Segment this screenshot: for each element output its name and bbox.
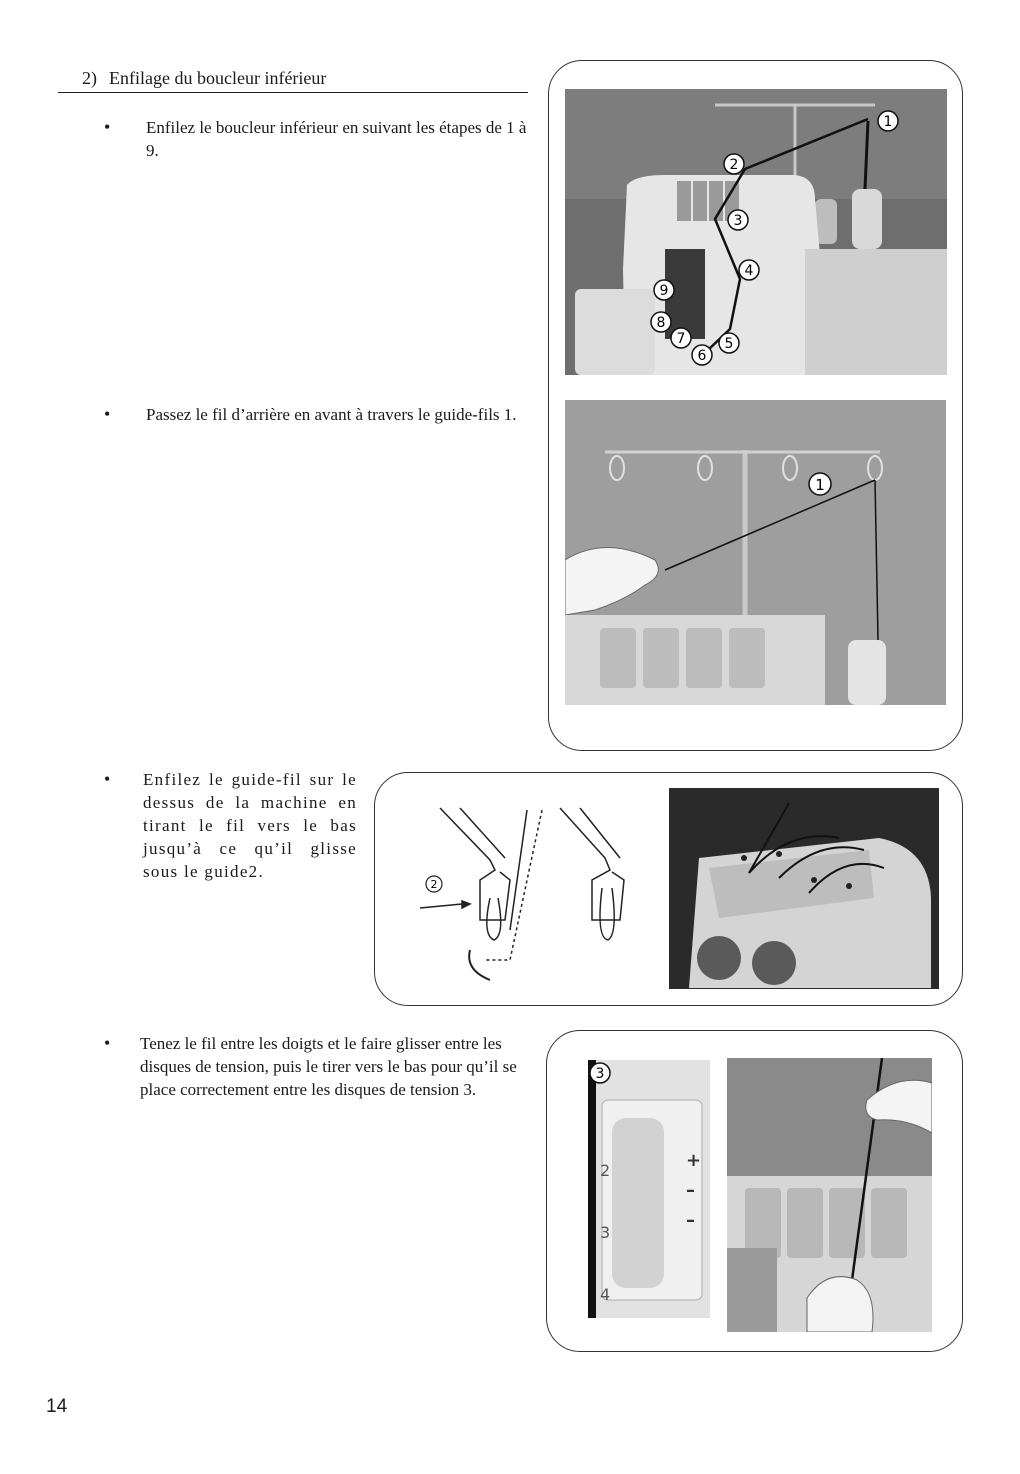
step-2 bbox=[104, 403, 534, 426]
section-number: 2) bbox=[82, 68, 97, 88]
dial-number-list bbox=[600, 1140, 610, 1318]
figure-3-guide-drawing bbox=[410, 800, 650, 990]
marker-2-icon bbox=[426, 876, 442, 892]
svg-text:2: 2 bbox=[729, 157, 739, 173]
bullet-dot: • bbox=[104, 1033, 111, 1053]
svg-text:8: 8 bbox=[656, 315, 666, 331]
figure-4-hand-photo bbox=[727, 1058, 932, 1332]
bullet-dot: • bbox=[104, 404, 111, 424]
dial-number: 2 bbox=[600, 1161, 611, 1180]
minus-sign: – bbox=[686, 1180, 695, 1201]
marker-9-icon bbox=[654, 280, 674, 300]
figure-4-tension-dial-photo bbox=[588, 1060, 710, 1318]
marker-2-icon bbox=[724, 154, 744, 174]
dial-number: 4 bbox=[600, 1285, 611, 1304]
marker-1-icon bbox=[878, 111, 898, 131]
bullet-dot: • bbox=[104, 769, 112, 789]
page-number: 14 bbox=[46, 1396, 68, 1417]
step-4 bbox=[104, 1032, 528, 1101]
marker-3-icon bbox=[728, 210, 748, 230]
bullet-dot: • bbox=[104, 117, 111, 137]
svg-text:1: 1 bbox=[883, 114, 893, 130]
svg-text:3: 3 bbox=[595, 1066, 605, 1082]
marker-7-icon bbox=[671, 328, 691, 348]
svg-text:3: 3 bbox=[733, 213, 743, 229]
step-4-text: Tenez le fil entre les doigts et le faire glisser entre les disques de tension, puis le tirer vers le bas pour qu’il se place correctement entre les disques de tension 3. bbox=[140, 1034, 517, 1099]
minus-sign: – bbox=[686, 1210, 695, 1231]
marker-5-icon bbox=[719, 333, 739, 353]
step-1 bbox=[104, 116, 534, 162]
svg-text:5: 5 bbox=[724, 336, 734, 352]
dial-number: 3 bbox=[600, 1223, 611, 1242]
figure-2-thread-guide-photo bbox=[565, 400, 946, 705]
figure-1-machine-photo bbox=[565, 89, 947, 375]
svg-text:7: 7 bbox=[676, 331, 686, 347]
svg-text:1: 1 bbox=[815, 476, 825, 494]
figure-3-top-guide-photo bbox=[669, 788, 939, 989]
step-3 bbox=[104, 768, 357, 883]
section-heading bbox=[58, 66, 528, 93]
marker-1-icon bbox=[809, 473, 831, 495]
section-title: Enfilage du boucleur inférieur bbox=[109, 68, 327, 88]
marker-4-icon bbox=[739, 260, 759, 280]
svg-text:6: 6 bbox=[697, 348, 707, 364]
svg-text:9: 9 bbox=[659, 283, 669, 299]
plus-sign: + bbox=[686, 1150, 702, 1171]
svg-text:2: 2 bbox=[430, 878, 438, 891]
marker-8-icon bbox=[651, 312, 671, 332]
step-2-text: Passez le fil d’arrière en avant à travers le guide-fils 1. bbox=[146, 405, 517, 424]
svg-text:4: 4 bbox=[744, 263, 754, 279]
dial-signs bbox=[686, 1146, 701, 1236]
step-1-text: Enfilez le boucleur inférieur en suivant les étapes de 1 à 9. bbox=[146, 118, 527, 160]
marker-3-icon bbox=[588, 1060, 618, 1090]
marker-6-icon bbox=[692, 345, 712, 365]
step-3-text: Enfilez le guide-fil sur le dessus de la machine en tirant le fil vers le bas jusqu’à ce qu’il glisse sous le guide2. bbox=[143, 770, 357, 881]
